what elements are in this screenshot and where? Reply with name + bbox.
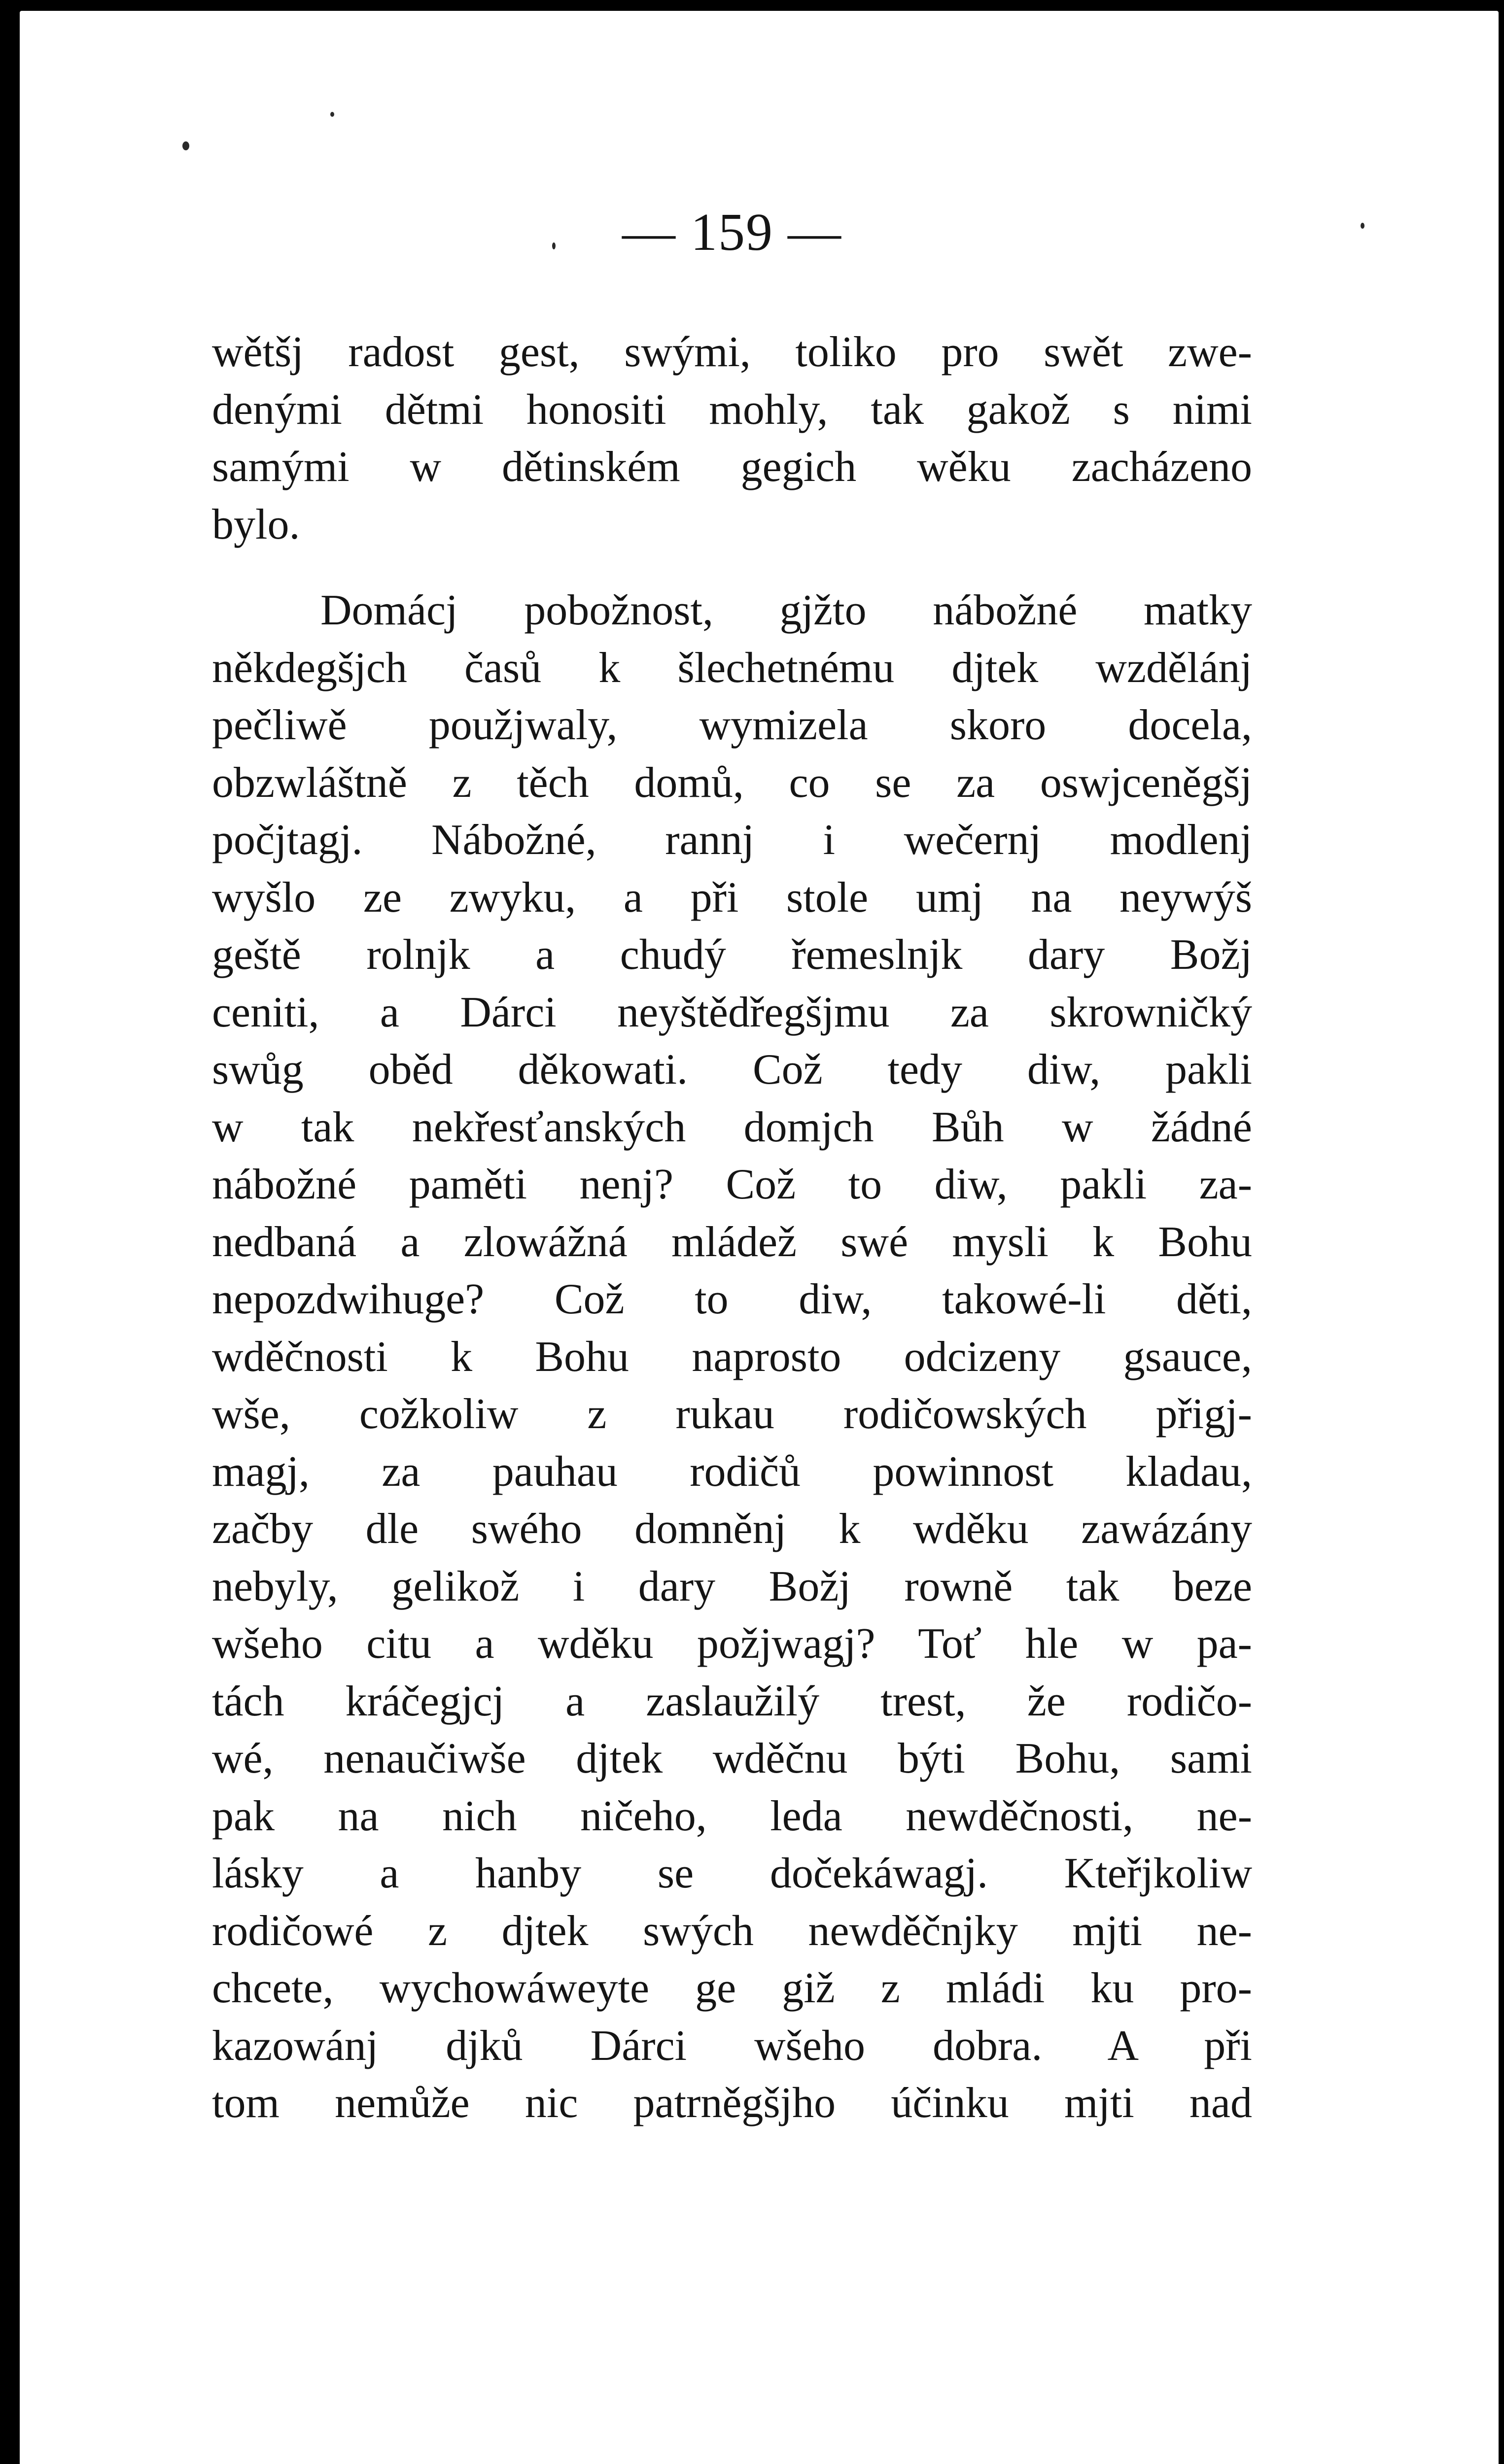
ink-speck [182,141,189,150]
text-line: bylo. [212,500,300,548]
text-line: ceniti, a Dárci neyštědřegšjmu za skrowničký [212,988,1252,1036]
text-line: nábožné paměti nenj? Což to diw, pakli za- [212,1161,1252,1208]
text-line: denými dětmi honositi mohly, tak gakož s nimi [212,385,1252,434]
text-line: lásky a hanby se dočekáwagj. Kteřjkoliw [212,1849,1252,1897]
text-line: tách kráčegjcj a zaslaužilý trest, že rodičo- [212,1677,1252,1725]
text-line: wše, cožkoliw z rukau rodičowských přigj- [212,1390,1252,1438]
text-line: chcete, wychowáweyte ge giž z mládi ku pro- [212,1964,1252,2012]
text-line: nebyly, gelikož i dary Božj rowně tak beze [212,1562,1252,1610]
ink-speck [1361,223,1364,229]
text-line: počjtagj. Nábožné, rannj i wečernj modlenj [212,816,1252,864]
text-line: wšeho citu a wděku požjwagj? Toť hle w pa- [212,1620,1252,1668]
text-line: wděčnosti k Bohu naprosto odcizeny gsauce, [212,1333,1252,1381]
text-line: magj, za pauhau rodičů powinnost kladau, [212,1447,1252,1496]
page-number: — 159 — [622,203,842,262]
ink-speck [330,112,334,117]
text-line: samými w dětinském gegich wěku zacházeno [212,443,1252,491]
text-line: pak na nich ničeho, leda newděčnosti, ne- [212,1792,1252,1840]
text-line: nepozdwihuge? Což to diw, takowé-li děti, [212,1275,1252,1323]
text-line: pečliwě použjwaly, wymizela skoro docela, [212,701,1252,749]
text-line: obzwláštně z těch domů, co se za oswjceněgšj [212,758,1252,807]
text-line: tom nemůže nic patrněgšjho účinku mjti nad [212,2079,1252,2127]
text-line: nedbaná a zlowážná mládež swé mysli k Bohu [212,1218,1252,1266]
text-line: kazowánj djků Dárci wšeho dobra. A při [212,2021,1252,2070]
text-line: w tak nekřesťanských domjch Bůh w žádné [212,1103,1252,1151]
paragraph-1 [212,324,1252,553]
text-line: geště rolnjk a chudý řemeslnjk dary Božj [212,931,1252,979]
scanned-page [20,11,1499,2464]
text-line: wětšj radost gest, swými, toliko pro swět zwe- [212,328,1252,376]
text-line: začby dle swého domněnj k wděku zawázány [212,1505,1252,1553]
text-line: wyšlo ze zwyku, a při stole umj na neywýš [212,873,1252,922]
page-body [212,198,1252,2132]
text-line: Domácj pobožnost, gjžto nábožné matky [320,586,1252,634]
text-line: swůg oběd děkowati. Což tedy diw, pakli [212,1046,1252,1094]
paragraph-2 [212,582,1252,2132]
text-line: rodičowé z djtek swých newděčnjky mjti ne- [212,1907,1252,1955]
text-line: wé, nenaučiwše djtek wděčnu býti Bohu, sami [212,1735,1252,1782]
text-line: někdegšjch časů k šlechetnému djtek wzdělánj [212,644,1252,692]
